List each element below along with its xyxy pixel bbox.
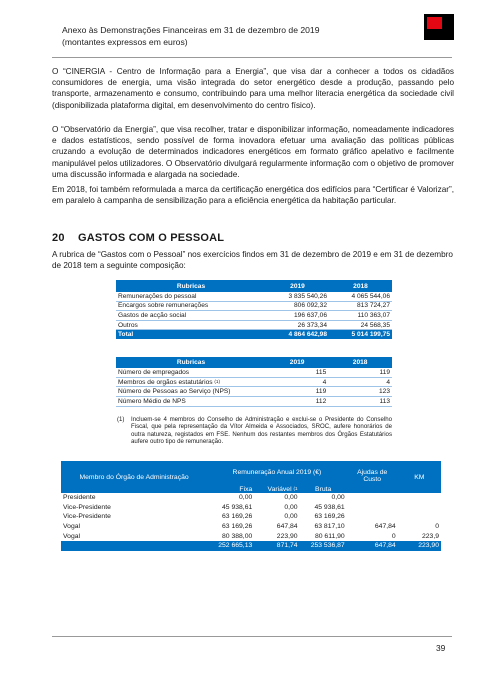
table-cell: Remunerações do pessoal	[116, 292, 266, 301]
table-row	[61, 522, 441, 532]
staff-costs-table	[116, 280, 392, 339]
table-cell: 647,84	[347, 541, 398, 551]
table-cell: 813 724,27	[329, 301, 392, 311]
table-cell: 63 817,10	[314, 523, 345, 531]
table-cell: 0	[435, 523, 439, 531]
table-row	[116, 377, 392, 387]
table-row	[116, 368, 392, 377]
table-header: 2018	[329, 280, 392, 292]
table-cell: Membros de orgãos estatutários $^{(1)}$	[116, 377, 266, 387]
table-cell: 223,90	[276, 532, 298, 540]
table-header: KM	[414, 473, 425, 481]
table-cell: 4	[266, 377, 328, 387]
paragraph-certificacao: Em 2018, foi também reformulada a marca da certificação energética dos edifícios para “Certificar é Valorizar”, em paralelo à campanha de sensibilização para a eficiência energética da habitação particular.	[52, 185, 454, 206]
table-cell: 45 938,61	[222, 503, 253, 511]
header-subtitle: (montantes expressos em euros)	[62, 37, 188, 47]
section-heading: GASTOS COM O PESSOAL	[78, 232, 225, 244]
table-cell: 0,00	[284, 513, 298, 521]
table-header: 2019	[266, 357, 328, 368]
table-cell: Presidente	[63, 494, 96, 502]
table-cell: Número de Pessoas ao Serviço (NPS)	[116, 387, 266, 397]
table-cell: 115	[266, 368, 328, 377]
table-cell: Vogal	[63, 523, 81, 531]
table-cell	[347, 512, 398, 522]
table-cell: 26 373,34	[266, 320, 329, 330]
table-cell: 119	[328, 368, 392, 377]
table-cell: Vice-Presidente	[63, 503, 111, 511]
table-cell: 223,9	[421, 532, 439, 540]
table-cell: 0,00	[284, 503, 298, 511]
table-row	[61, 503, 441, 513]
table-row	[116, 301, 392, 311]
table-cell: 0,00	[331, 494, 345, 502]
table-cell: Vogal	[63, 532, 81, 540]
table-cell	[398, 503, 441, 513]
section-title	[52, 232, 224, 244]
footnote-text: Incluem-se 4 membros do Conselho de Administração e exclui-se o Presidente do Conselho Fiscal, que pela representação da Vítor Almeida e Associados, SROC, aufere honorários de outra natureza, registados em FSE. Nenhum dos restantes membros dos Órgãos Estatutários aufere outro tipo de remuneração.	[131, 416, 392, 446]
table-row	[116, 387, 392, 397]
table-cell: 80 611,90	[314, 532, 345, 540]
header-title: Anexo às Demonstrações Financeiras em 31 de dezembro de 2019	[62, 25, 320, 35]
table-header: Rubricas	[116, 280, 266, 292]
table-cell	[347, 503, 398, 513]
table-cell: 647,84	[374, 523, 396, 531]
table-cell: 253 536,87	[300, 541, 347, 551]
table-total-row	[116, 330, 392, 340]
table-cell: 113	[328, 397, 392, 407]
table-cell: Gastos de acção social	[116, 311, 266, 321]
table-cell: 0,00	[239, 494, 253, 502]
table-cell: Número Médio de NPS	[116, 397, 266, 407]
table-row	[61, 493, 441, 503]
table-cell: 3 835 540,26	[266, 292, 329, 301]
table-cell: 63 169,26	[314, 513, 345, 521]
table-header: Remuneração Anual 2019 (€)	[232, 468, 322, 476]
section-number: 20	[52, 232, 65, 244]
table-cell: 0,00	[284, 494, 298, 502]
footnote-ref: (1)	[214, 378, 221, 384]
table-row	[61, 531, 441, 541]
table-cell: 5 014 199,75	[329, 330, 392, 340]
table-cell: 4 065 544,06	[329, 292, 392, 301]
table-row	[116, 397, 392, 407]
table-cell: 806 092,32	[266, 301, 329, 311]
footnote-marker: (1)	[117, 416, 125, 423]
company-logo	[424, 14, 454, 40]
table-cell	[61, 541, 207, 551]
page-number: 39	[436, 643, 446, 653]
table-cell: 24 568,35	[329, 320, 392, 330]
table-cell: Encargos sobre remunerações	[116, 301, 266, 311]
page-header	[62, 24, 452, 48]
table-cell	[398, 512, 441, 522]
table-cell: 871,74	[254, 541, 299, 551]
table-cell: Vice-Presidente	[63, 513, 111, 521]
table-cell: 63 169,26	[222, 523, 253, 531]
paragraph-cinergia: O “CINERGIA - Centro de Informação para a Energia”, que visa dar a conhecer a todos os cidadãos consumidores de energia, uma visão integrada do setor energético desde a produção, passando pelo transporte, armazenamento e consumo, contribuindo para uma melhor literacia energética da sociedade civil (disponibilizada plataforma digital, em desenvolvimento do centro físico).	[52, 67, 454, 110]
table-cell: 45 938,61	[314, 503, 345, 511]
table-cell: Outros	[116, 320, 266, 330]
footnote	[117, 416, 392, 446]
table-header: Fixa	[239, 486, 253, 493]
table-row	[116, 292, 392, 301]
table-cell: 4 864 642,98	[266, 330, 329, 340]
table-cell: 63 169,26	[222, 513, 253, 521]
table-cell: Número de empregados	[116, 368, 266, 377]
table-cell	[347, 493, 398, 503]
table-cell: 0	[391, 532, 396, 540]
table-cell: 119	[266, 387, 328, 397]
table-cell: 252 665,13	[207, 541, 254, 551]
table-row	[116, 311, 392, 321]
table-header: Ajudas de Custo	[357, 469, 388, 483]
footer-divider	[52, 636, 452, 637]
table-cell: 647,84	[276, 523, 298, 531]
headcount-table	[116, 357, 392, 407]
table-header: Membro do Órgão de Administração	[79, 473, 189, 481]
table-row	[116, 320, 392, 330]
header-divider	[52, 57, 452, 58]
table-cell: 196 637,06	[266, 311, 329, 321]
table-cell: 223,90	[398, 541, 441, 551]
table-cell: Total	[116, 330, 266, 340]
table-cell: 123	[328, 387, 392, 397]
table-cell: 110 363,07	[329, 311, 392, 321]
table-header: Bruta	[315, 486, 332, 493]
table-header: 2019	[266, 280, 329, 292]
table-header: Variável $^{(1}$	[267, 486, 298, 493]
table-header: Rubricas	[116, 357, 266, 368]
table-cell: 4	[328, 377, 392, 387]
board-remuneration-table	[61, 461, 441, 551]
table-cell: 112	[266, 397, 328, 407]
table-cell: 80 388,00	[222, 532, 253, 540]
table-row	[61, 512, 441, 522]
table-total-row	[61, 541, 441, 551]
table-header: 2018	[328, 357, 392, 368]
table-cell	[398, 493, 441, 503]
section-intro: A rubrica de “Gastos com o Pessoal” nos exercícios findos em 31 de dezembro de 2019 e em 31 de dezembro de 2018 tem a seguinte composição:	[52, 250, 453, 271]
paragraph-observatorio: O “Observatório da Energia”, que visa recolher, tratar e disponibilizar informação, nomeadamente indicadores e dados estatísticos, sendo possível de forma inovadora efetuar uma avaliação das políticas públicas cruzando a evolução de determinados indicadores energéticos em formato gráfico apelativo e facilmente manipulável pelos utilizadores. O Observatório divulgará regularmente informação com o objetivo de promover uma discussão informada e alargada na sociedade.	[52, 125, 454, 179]
